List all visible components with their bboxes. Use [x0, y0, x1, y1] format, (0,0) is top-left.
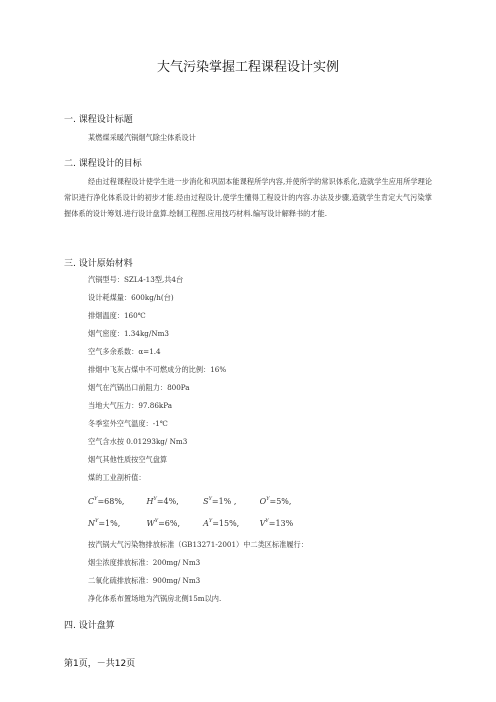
coal-item-water: $W^Y=6\%$, [146, 518, 181, 528]
coal-item-carbon: $C^Y=68\%$, [88, 496, 125, 506]
coal-analysis-row-2 [88, 516, 310, 529]
param-line: 排烟温度：160℃ [88, 311, 146, 320]
coal-item-sulfur: $S^Y=1\%$ , [203, 496, 237, 506]
param-line: 当地大气压力：97.86kPa [88, 401, 173, 410]
param-line: 烟气其他性质按空气盘算 [88, 455, 168, 464]
coal-item-ash: $A^Y=15\%$, [203, 518, 240, 528]
section-heading-4: 四. 设计盘算 [64, 621, 115, 631]
param-line: 设计耗煤量：600kg/h(台) [88, 293, 174, 302]
page-footer: 第1页，－共12页 [64, 659, 136, 669]
section-heading-3: 三. 设计原始材料 [64, 259, 133, 269]
page-title: 大气污染掌握工程课程设计实例 [156, 60, 339, 75]
coal-item-volatile: $V^Y=13\%$ [259, 518, 294, 528]
param-line: 烟气在汽锅出口前阻力：800Pa [88, 383, 190, 392]
coal-item-oxygen: $O^Y=5\%$, [259, 496, 292, 506]
design-topic-text: 某燃煤采暖汽锅烟气除尘体系设计 [88, 133, 196, 142]
section-heading-1: 一. 课程设计标题 [64, 115, 133, 125]
standard-line: 按汽锅大气污染物排放标准（GB13271-2001）中二类区标准履行： [88, 540, 308, 549]
param-line: 空气含水按 0.01293kg/ Nm3 [88, 437, 188, 446]
param-line: 空气多余系数：α=1.4 [88, 347, 161, 356]
param-line: 烟气密度：1.34kg/Nm3 [88, 329, 169, 338]
objective-paragraph: 经由过程课程设计使学生进一步消化和巩固本能课程所学内容,并使所学的常识体系化,造就学生应用所学理论常识进行净化体系设计的初步才能.经由过程设计,使学生懂得工程设计的内容.办法及步骤,造就学生肯定大气污染掌握体系的设计筹划.进行设计盘算.绘制工程图.应用技巧材料.编写设计解释书的才能. [64, 177, 432, 218]
coal-item-hydrogen: $H^Y=4\%$, [146, 496, 179, 506]
param-line: 汽锅型号：SZL4-13型,共4台 [88, 275, 184, 284]
coal-analysis-row-1 [88, 494, 310, 507]
param-line: 煤的工业剖析值： [88, 473, 146, 482]
standard-line: 烟尘浓度排放标准：200mg/ Nm3 [88, 558, 201, 567]
standard-line: 二氧化硫排放标准：900mg/ Nm3 [88, 576, 201, 585]
section-heading-2: 二. 课程设计的目标 [64, 159, 142, 169]
param-line: 冬季室外空气温度：-1℃ [88, 419, 168, 428]
coal-item-nitrogen: $N^Y=1\%$, [88, 518, 121, 528]
standard-line: 净化体系布置场地为汽锅房北侧15m以内. [88, 594, 222, 603]
param-line: 排烟中飞灰占煤中不可燃成分的比例：16% [88, 365, 227, 374]
